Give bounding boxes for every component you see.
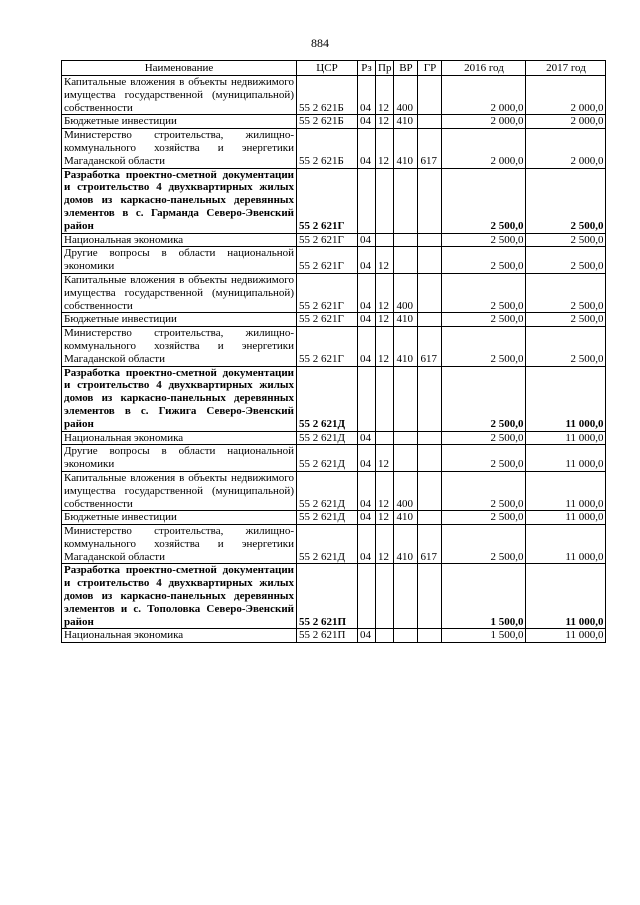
row-name: Национальная экономика [62,233,297,247]
row-vr [394,168,418,233]
header-2017: 2017 год [526,61,606,76]
row-vr: 400 [394,471,418,510]
row-2016: 2 500,0 [442,511,526,525]
row-name: Разработка проектно-сметной документации и строительство 4 двухквартирных жилых домов из каркасно-панельных деревянных элементов в с. Гижига Северо-Эвенский район [62,366,297,431]
row-2016: 2 500,0 [442,445,526,472]
row-name: Министерство строительства, жилищно-коммунального хозяйства и энергетики Магаданской области [62,129,297,168]
row-2017: 2 500,0 [526,168,606,233]
row-csr: 55 2 621Г [297,233,358,247]
row-vr: 410 [394,313,418,327]
row-pr: 12 [376,445,394,472]
row-2016: 2 500,0 [442,327,526,366]
row-gr [418,471,442,510]
row-rz: 04 [358,525,376,564]
row-2017: 2 500,0 [526,247,606,274]
row-name: Национальная экономика [62,629,297,643]
row-csr: 55 2 621Б [297,129,358,168]
row-2017: 11 000,0 [526,564,606,629]
row-name: Разработка проектно-сметной документации и строительство 4 двухквартирных жилых домов из каркасно-панельных деревянных элементов в с. Гарманда Северо-Эвенский район [62,168,297,233]
row-2016: 2 000,0 [442,115,526,129]
row-2016: 2 500,0 [442,247,526,274]
row-2017: 2 500,0 [526,273,606,312]
row-2017: 11 000,0 [526,445,606,472]
row-2016: 2 500,0 [442,366,526,431]
row-pr [376,366,394,431]
row-vr [394,431,418,445]
table-row [62,511,606,525]
row-name: Капитальные вложения в объекты недвижимого имущества государственной (муниципальной) собственности [62,273,297,312]
row-2017: 11 000,0 [526,525,606,564]
header-pr: Пр [376,61,394,76]
header-name: Наименование [62,61,297,76]
table-row [62,366,606,431]
row-vr: 410 [394,511,418,525]
row-rz: 04 [358,247,376,274]
row-gr [418,445,442,472]
row-csr: 55 2 621Д [297,511,358,525]
row-pr [376,629,394,643]
row-pr [376,168,394,233]
header-rz: Рз [358,61,376,76]
row-2016: 2 000,0 [442,129,526,168]
row-gr [418,564,442,629]
row-name: Министерство строительства, жилищно-коммунального хозяйства и энергетики Магаданской области [62,327,297,366]
row-gr [418,233,442,247]
row-rz: 04 [358,327,376,366]
row-2016: 2 500,0 [442,471,526,510]
row-2017: 11 000,0 [526,511,606,525]
row-rz: 04 [358,511,376,525]
row-pr: 12 [376,471,394,510]
table-row [62,564,606,629]
row-csr: 55 2 621Д [297,471,358,510]
table-row [62,327,606,366]
row-pr: 12 [376,247,394,274]
row-gr [418,273,442,312]
row-vr [394,233,418,247]
row-name: Капитальные вложения в объекты недвижимого имущества государственной (муниципальной) собственности [62,471,297,510]
table-row [62,629,606,643]
row-csr: 55 2 621Г [297,273,358,312]
row-csr: 55 2 621Д [297,431,358,445]
row-name: Министерство строительства, жилищно-коммунального хозяйства и энергетики Магаданской области [62,525,297,564]
table-row [62,313,606,327]
row-2016: 2 500,0 [442,233,526,247]
row-name: Бюджетные инвестиции [62,115,297,129]
row-2017: 2 500,0 [526,327,606,366]
row-2017: 11 000,0 [526,629,606,643]
row-gr [418,76,442,115]
row-csr: 55 2 621Г [297,247,358,274]
row-2017: 2 500,0 [526,313,606,327]
budget-table [61,60,606,643]
row-pr [376,431,394,445]
table-header-row [62,61,606,76]
row-rz: 04 [358,313,376,327]
row-pr: 12 [376,525,394,564]
table-row [62,115,606,129]
row-rz [358,564,376,629]
row-2016: 2 000,0 [442,76,526,115]
row-csr: 55 2 621Г [297,168,358,233]
row-name: Национальная экономика [62,431,297,445]
row-vr: 400 [394,273,418,312]
header-csr: ЦСР [297,61,358,76]
row-rz [358,168,376,233]
row-2017: 2 000,0 [526,115,606,129]
row-rz: 04 [358,629,376,643]
row-csr: 55 2 621Г [297,313,358,327]
row-csr: 55 2 621П [297,564,358,629]
row-vr: 400 [394,76,418,115]
row-name: Другие вопросы в области национальной экономики [62,247,297,274]
row-rz: 04 [358,115,376,129]
row-gr [418,431,442,445]
row-name: Бюджетные инвестиции [62,313,297,327]
row-vr [394,445,418,472]
table-row [62,445,606,472]
table-row [62,525,606,564]
header-gr: ГР [418,61,442,76]
row-pr: 12 [376,273,394,312]
row-pr: 12 [376,129,394,168]
row-gr [418,511,442,525]
row-gr [418,366,442,431]
row-gr [418,168,442,233]
row-rz: 04 [358,431,376,445]
header-2016: 2016 год [442,61,526,76]
row-csr: 55 2 621Д [297,366,358,431]
row-2017: 11 000,0 [526,431,606,445]
row-2016: 1 500,0 [442,564,526,629]
row-vr: 410 [394,129,418,168]
row-2017: 2 000,0 [526,129,606,168]
row-2017: 11 000,0 [526,471,606,510]
row-name: Другие вопросы в области национальной экономики [62,445,297,472]
row-rz: 04 [358,129,376,168]
row-vr: 410 [394,327,418,366]
row-2016: 2 500,0 [442,525,526,564]
row-rz: 04 [358,471,376,510]
row-gr: 617 [418,129,442,168]
row-pr: 12 [376,511,394,525]
row-name: Бюджетные инвестиции [62,511,297,525]
row-2017: 2 000,0 [526,76,606,115]
row-2016: 2 500,0 [442,313,526,327]
row-gr [418,629,442,643]
row-vr: 410 [394,115,418,129]
row-vr [394,564,418,629]
row-2016: 1 500,0 [442,629,526,643]
row-rz: 04 [358,273,376,312]
row-2016: 2 500,0 [442,273,526,312]
row-rz: 04 [358,233,376,247]
table-row [62,431,606,445]
row-csr: 55 2 621Д [297,445,358,472]
table-row [62,273,606,312]
row-2016: 2 500,0 [442,431,526,445]
row-pr: 12 [376,76,394,115]
row-2017: 2 500,0 [526,233,606,247]
row-gr: 617 [418,327,442,366]
row-gr [418,247,442,274]
table-row [62,168,606,233]
table-row [62,247,606,274]
row-csr: 55 2 621Г [297,327,358,366]
table-row [62,129,606,168]
row-vr [394,247,418,274]
row-csr: 55 2 621П [297,629,358,643]
row-2017: 11 000,0 [526,366,606,431]
table-row [62,76,606,115]
row-vr: 410 [394,525,418,564]
header-vr: ВР [394,61,418,76]
table-row [62,233,606,247]
row-vr [394,629,418,643]
row-rz: 04 [358,445,376,472]
row-rz: 04 [358,76,376,115]
row-vr [394,366,418,431]
row-pr: 12 [376,313,394,327]
row-name: Капитальные вложения в объекты недвижимого имущества государственной (муниципальной) собственности [62,76,297,115]
row-gr [418,313,442,327]
row-pr: 12 [376,327,394,366]
row-pr [376,233,394,247]
row-name: Разработка проектно-сметной документации и строительство 4 двухквартирных жилых домов из каркасно-панельных деревянных элементов и с. Тополовка Северо-Эвенский район [62,564,297,629]
table-row [62,471,606,510]
row-csr: 55 2 621Б [297,76,358,115]
row-rz [358,366,376,431]
row-pr: 12 [376,115,394,129]
row-gr: 617 [418,525,442,564]
page-number: 884 [311,36,329,50]
row-2016: 2 500,0 [442,168,526,233]
row-csr: 55 2 621Д [297,525,358,564]
row-pr [376,564,394,629]
row-gr [418,115,442,129]
row-csr: 55 2 621Б [297,115,358,129]
